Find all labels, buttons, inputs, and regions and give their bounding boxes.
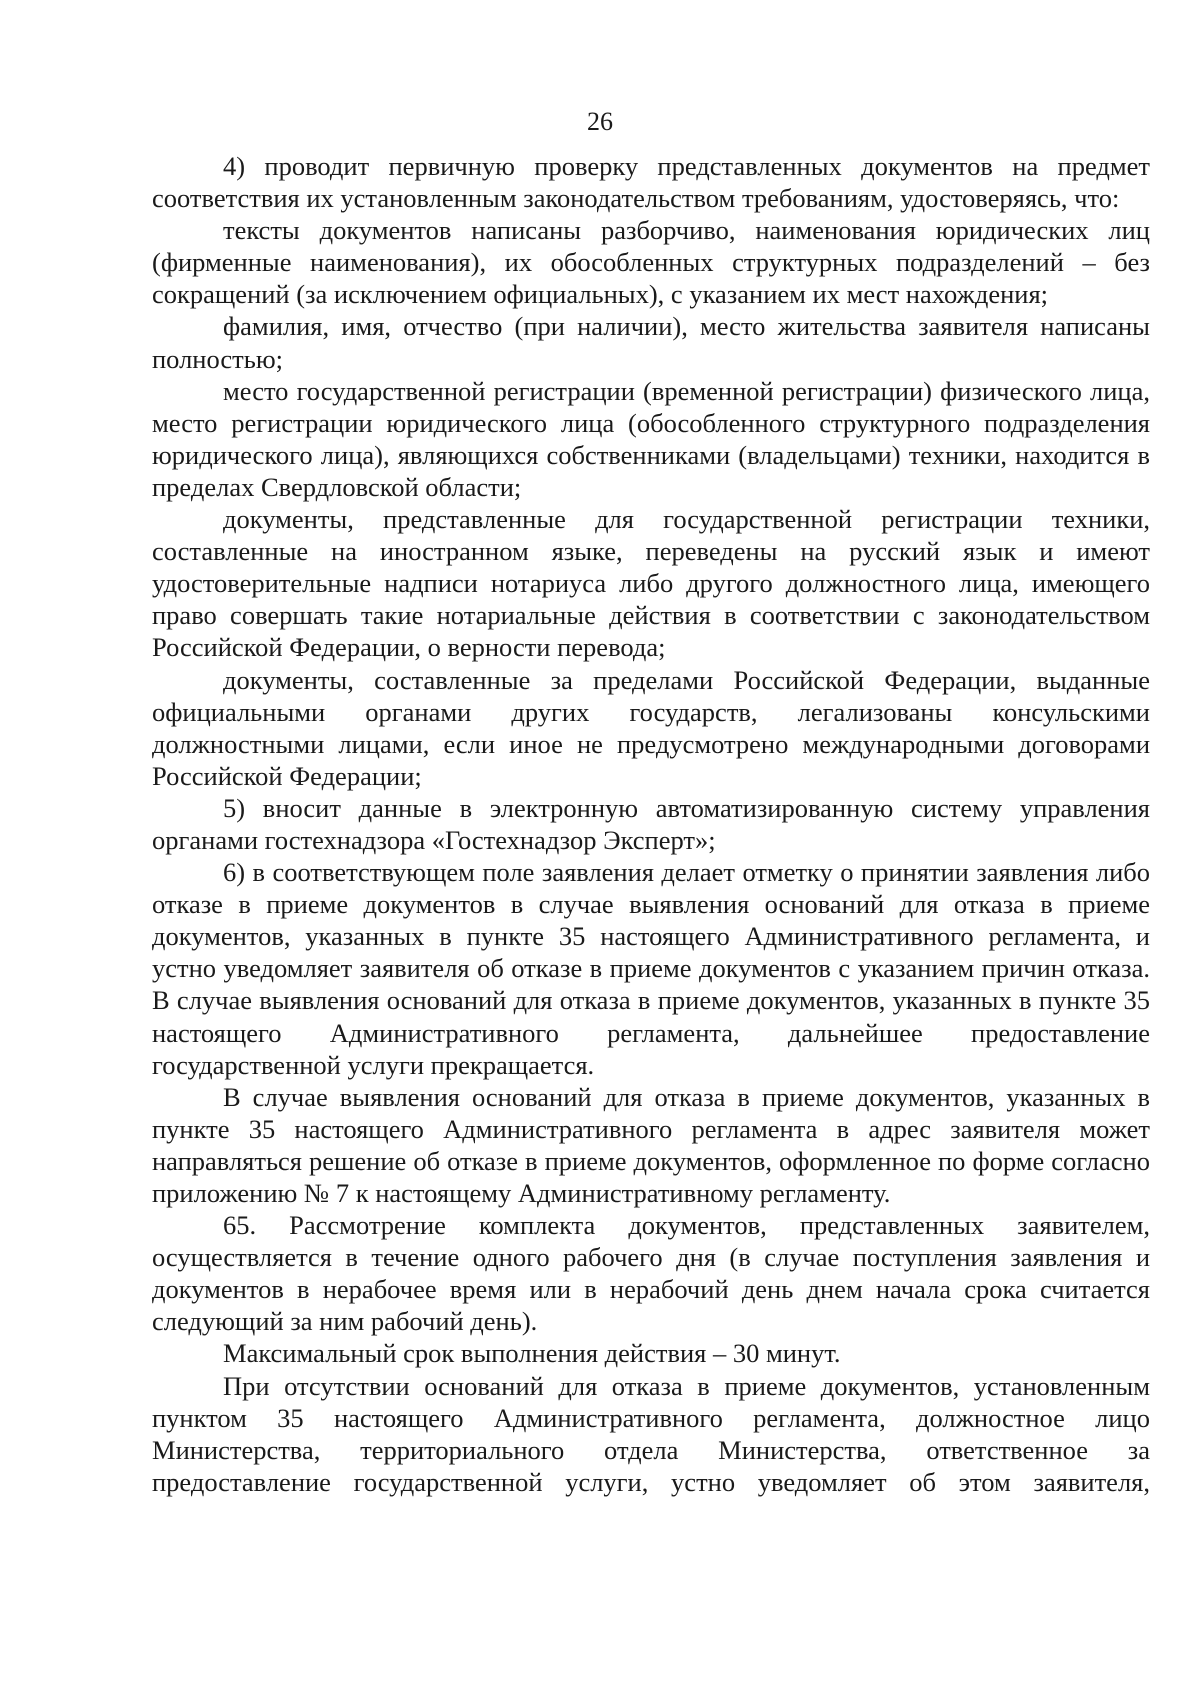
paragraph-item-4: 4) проводит первичную проверку представленных документов на предмет соответствия их установленным законодательством требованиям, удостоверяясь, что: (152, 151, 1150, 214)
page-number: 26 (587, 107, 613, 136)
paragraph-no-grounds: При отсутствии оснований для отказа в приеме документов, установленным пунктом 35 настоящего Административного регламента, должностное лицо Министерства, территориального отдела Министерства, ответственное за предоставление государственной услуги, устно уведомляет об этом заявителя, (152, 1370, 1150, 1497)
paragraph-foreign-language-docs: документы, представленные для государственной регистрации техники, составленные на иностранном языке, переведены на русский язык и имеют удостоверительные надписи нотариуса либо другого должностного лица, имеющего право совершать такие нотариальные действия в соответствии с законодательством Российской Федерации, о верности перевода; (152, 504, 1150, 663)
paragraph-item-5: 5) вносит данные в электронную автоматизированную систему управления органами гостехнадзора «Гостехнадзор Эксперт»; (152, 792, 1150, 855)
paragraph-refusal-decision: В случае выявления оснований для отказа в приеме документов, указанных в пункте 35 настоящего Административного регламента в адрес заявителя может направляться решение об отказе в приеме документов, оформленное по форме согласно приложению № 7 к настоящему Административному регламенту. (152, 1081, 1150, 1208)
paragraph-full-name: фамилия, имя, отчество (при наличии), место жительства заявителя написаны полностью; (152, 311, 1150, 374)
paragraph-item-6: 6) в соответствующем поле заявления делает отметку о принятии заявления либо отказе в приеме документов в случае выявления оснований для отказа в приеме документов, указанных в пункте 35 настоящего Административного регламента, и устно уведомляет заявителя об отказе в приеме документов с указанием причин отказа. В случае выявления оснований для отказа в приеме документов, указанных в пункте 35 настоящего Административного регламента, дальнейшее предоставление государственной услуги прекращается. (152, 857, 1150, 1080)
paragraph-registration-place: место государственной регистрации (временной регистрации) физического лица, место регистрации юридического лица (обособленного структурного подразделения юридического лица), являющихся собственниками (владельцами) техники, находится в пределах Свердловской области; (152, 375, 1150, 502)
paragraph-max-duration: Максимальный срок выполнения действия – 30 минут. (223, 1338, 841, 1369)
paragraph-texts-legible: тексты документов написаны разборчиво, наименования юридических лиц (фирменные наименования), их обособленных структурных подразделений – без сокращений (за исключением официальных), с указанием их мест нахождения; (152, 215, 1150, 310)
paragraph-item-65: 65. Рассмотрение комплекта документов, представленных заявителем, осуществляется в течение одного рабочего дня (в случае поступления заявления и документов в нерабочее время или в нерабочий день днем начала срока считается следующий за ним рабочий день). (152, 1210, 1150, 1337)
paragraph-legalized-docs: документы, составленные за пределами Российской Федерации, выданные официальными органами других государств, легализованы консульскими должностными лицами, если иное не предусмотрено международными договорами Российской Федерации; (152, 664, 1150, 791)
document-body (152, 150, 1150, 1498)
